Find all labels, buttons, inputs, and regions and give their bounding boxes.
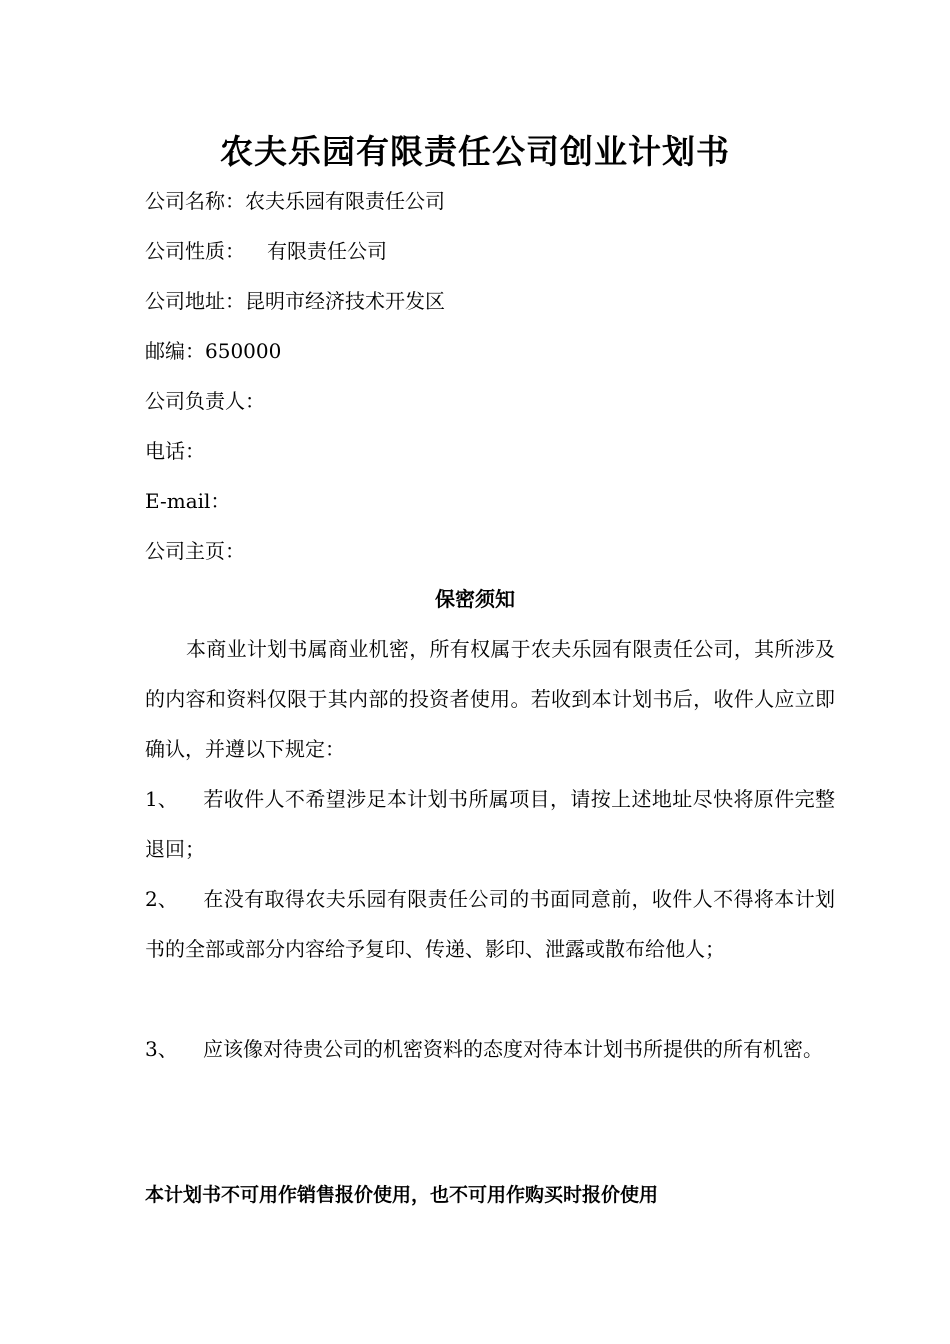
email-line — [145, 486, 230, 516]
rule-item-2 — [145, 874, 835, 974]
disclaimer-note: 本计划书不可用作销售报价使用，也不可用作购买时报价使用 — [145, 1184, 659, 1206]
postcode-value: 650000 — [205, 339, 282, 363]
company-type-label: 公司性质： — [145, 239, 245, 263]
rule-text: 应该像对待贵公司的机密资料的态度对待本计划书所提供的所有机密。 — [203, 1037, 823, 1061]
company-type-value: 有限责任公司 — [267, 239, 387, 263]
phone-label: 电话： — [145, 439, 205, 463]
principal-label: 公司负责人： — [145, 389, 265, 413]
address-line — [145, 286, 445, 316]
rule-item-1 — [145, 774, 835, 874]
postcode-label: 邮编： — [145, 339, 205, 363]
postcode-line — [145, 336, 281, 366]
confidentiality-intro: 本商业计划书属商业机密，所有权属于农夫乐园有限责任公司，其所涉及的内容和资料仅限于其内部的投资者使用。若收到本计划书后，收件人应立即确认，并遵以下规定： — [145, 637, 835, 761]
address-value: 昆明市经济技术开发区 — [245, 289, 445, 313]
rule-number: 2、 — [145, 887, 178, 911]
company-name-value: 农夫乐园有限责任公司 — [245, 189, 445, 213]
homepage-line — [145, 536, 245, 566]
address-label: 公司地址： — [145, 289, 245, 313]
company-type-line — [145, 236, 387, 266]
document-title: 农夫乐园有限责任公司创业计划书 — [220, 132, 730, 171]
rule-item-3 — [145, 1024, 835, 1074]
rule-number: 1、 — [145, 787, 178, 811]
company-name-label: 公司名称： — [145, 189, 245, 213]
phone-line — [145, 436, 205, 466]
homepage-label: 公司主页： — [145, 539, 245, 563]
confidentiality-heading: 保密须知 — [435, 587, 515, 611]
rule-number: 3、 — [145, 1037, 178, 1061]
rule-text: 若收件人不希望涉足本计划书所属项目，请按上述地址尽快将原件完整退回； — [145, 787, 835, 861]
email-label: E-mail： — [145, 489, 231, 513]
rule-text: 在没有取得农夫乐园有限责任公司的书面同意前，收件人不得将本计划书的全部或部分内容给予复印、传递、影印、泄露或散布给他人； — [145, 887, 835, 961]
company-name-line — [145, 186, 445, 216]
principal-line — [145, 386, 265, 416]
